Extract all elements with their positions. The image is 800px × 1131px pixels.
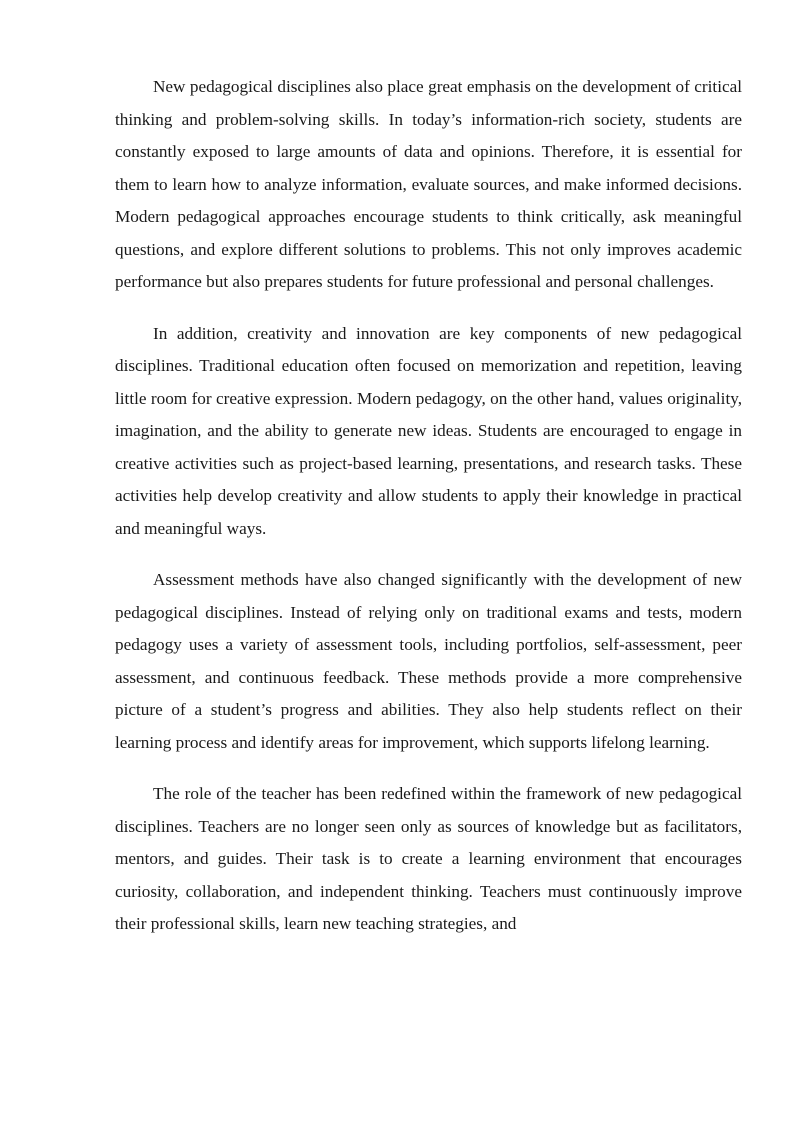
paragraph-teacher-role: The role of the teacher has been redefined within the framework of new pedagogical disciplines. Teachers are no longer seen only as sources of knowledge but as facilitators, mentors, and guides. Their task is to create a learning environment that encourages curiosity, collaboration, and independent thinking. Teachers must continuously improve their professional skills, learn new teaching strategies, and [115, 784, 742, 933]
document-body [115, 71, 742, 941]
paragraph-critical-thinking: New pedagogical disciplines also place great emphasis on the development of critical thinking and problem-solving skills. In today’s information-rich society, students are constantly exposed to large amounts of data and opinions. Therefore, it is essential for them to learn how to analyze information, evaluate sources, and make informed decisions. Modern pedagogical approaches encourage students to think critically, ask meaningful questions, and explore different solutions to problems. This not only improves academic performance but also prepares students for future professional and personal challenges. [115, 77, 742, 291]
paragraph-assessment: Assessment methods have also changed significantly with the development of new pedagogical disciplines. Instead of relying only on traditional exams and tests, modern pedagogy uses a variety of assessment tools, including portfolios, self-assessment, peer assessment, and continuous feedback. These methods provide a more comprehensive picture of a student’s progress and abilities. They also help students reflect on their learning process and identify areas for improvement, which supports lifelong learning. [115, 570, 742, 752]
paragraph-creativity: In addition, creativity and innovation are key components of new pedagogical disciplines. Traditional education often focused on memorization and repetition, leaving little room for creative expression. Modern pedagogy, on the other hand, values originality, imagination, and the ability to generate new ideas. Students are encouraged to engage in creative activities such as project-based learning, presentations, and research tasks. These activities help develop creativity and allow students to apply their knowledge in practical and meaningful ways. [115, 323, 742, 538]
